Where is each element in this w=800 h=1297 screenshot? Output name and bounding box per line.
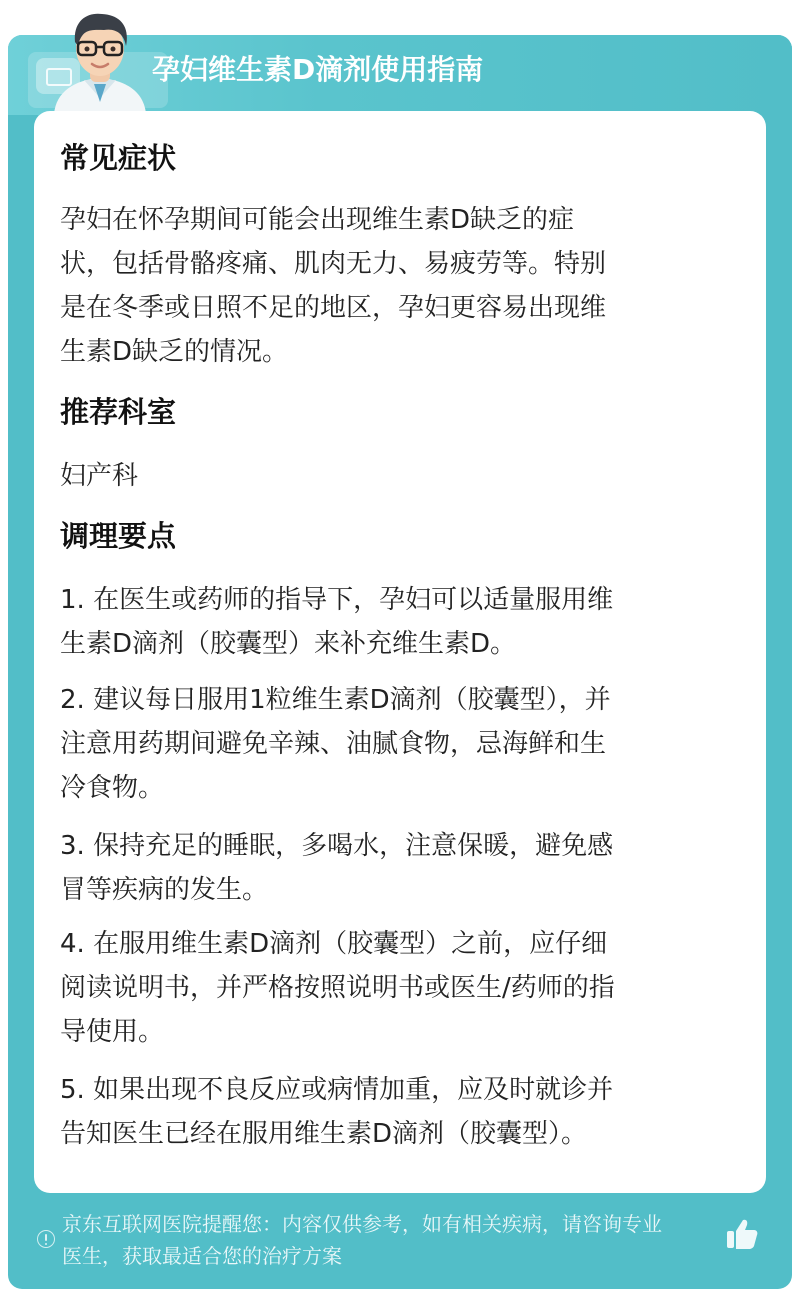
care-item-line: 告知医生已经在服用维生素D滴剂（胶囊型）。 [60, 1119, 588, 1149]
section-title-symptoms: 常见症状 [60, 141, 177, 175]
care-item-line: 3. 保持充足的睡眠，多喝水，注意保暖，避免感 [60, 831, 614, 861]
info-icon [37, 1230, 55, 1248]
disclaimer-line: 京东互联网医院提醒您：内容仅供参考，如有相关疾病，请咨询专业 [62, 1212, 662, 1236]
care-item-line: 5. 如果出现不良反应或病情加重，应及时就诊并 [60, 1075, 614, 1105]
symptoms-text [60, 198, 732, 374]
symptoms-line: 状，包括骨骼疼痛、肌肉无力、易疲劳等。特别 [60, 249, 607, 279]
symptoms-line: 孕妇在怀孕期间可能会出现维生素D缺乏的症 [60, 205, 575, 235]
care-item-line: 4. 在服用维生素D滴剂（胶囊型）之前，应仔细 [60, 929, 608, 959]
care-item-line: 阅读说明书，并严格按照说明书或医生/药师的指 [60, 973, 615, 1003]
care-item-line: 1. 在医生或药师的指导下，孕妇可以适量服用维 [60, 585, 614, 615]
care-item-line: 冷食物。 [60, 773, 165, 803]
care-item-line: 冒等疾病的发生。 [60, 875, 269, 905]
care-item-2 [60, 678, 732, 810]
care-item-line: 导使用。 [60, 1017, 165, 1047]
thumbs-up-icon[interactable] [724, 1216, 760, 1252]
care-item-line: 2. 建议每日服用1粒维生素D滴剂（胶囊型），并 [60, 685, 611, 715]
department-value: 妇产科 [60, 461, 139, 491]
page-title: 孕妇维生素D滴剂使用指南 [152, 53, 484, 86]
care-item-1 [60, 578, 732, 666]
care-item-4 [60, 922, 732, 1054]
section-title-department: 推荐科室 [60, 395, 177, 429]
disclaimer-text [62, 1208, 724, 1272]
section-title-care-points: 调理要点 [60, 519, 177, 553]
disclaimer-line: 医生，获取最适合您的治疗方案 [62, 1244, 342, 1268]
symptoms-line: 是在冬季或日照不足的地区，孕妇更容易出现维 [60, 293, 607, 323]
care-item-3 [60, 824, 732, 912]
symptoms-line: 生素D缺乏的情况。 [60, 337, 289, 367]
doctor-avatar-icon [40, 6, 160, 114]
care-item-line: 注意用药期间避免辛辣、油腻食物，忌海鲜和生 [60, 729, 607, 759]
care-item-5 [60, 1068, 732, 1156]
care-item-line: 生素D滴剂（胶囊型）来补充维生素D。 [60, 629, 517, 659]
